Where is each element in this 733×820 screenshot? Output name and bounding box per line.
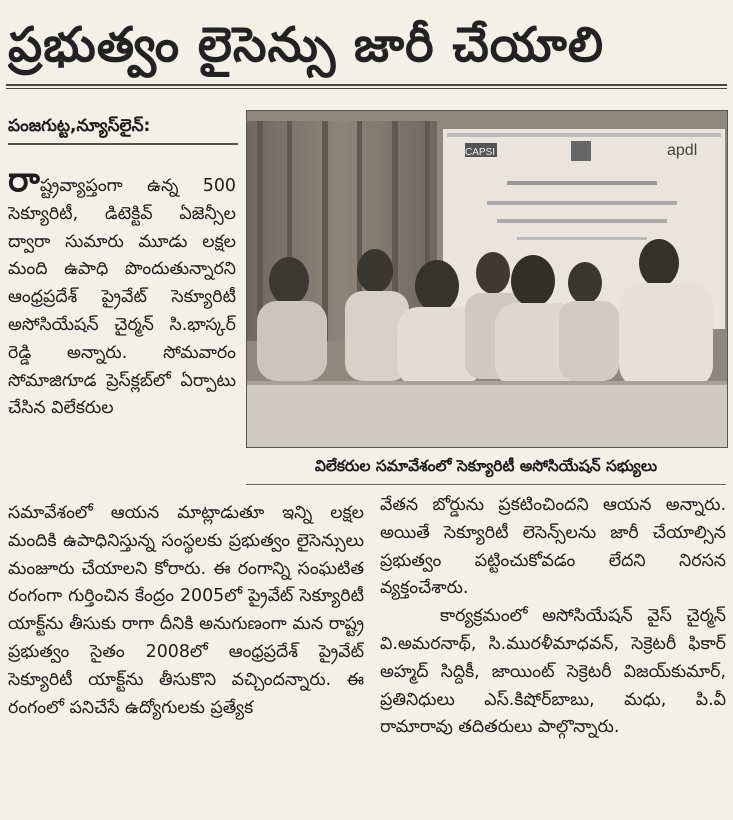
headline-rule-top: [6, 84, 727, 86]
headline-rule-bottom: [6, 88, 727, 89]
article-wide-text: సమావేశంలో ఆయన మాట్లాడుతూ ఇన్ని లక్షల మందికి ఉపాధినిస్తున్న సంస్థలకు ప్రభుత్వం లైసెన్సులు మంజూరు చేయాలని కోరారు. ఈ రంగాన్ని సంఘటిత రంగంగా గుర్తించిన కేంద్రం 2005లో ప్రైవేట్ సెక్యూరిటీ యాక్ట్‌ను తీసుకు రాగా దీనికి అనుగుణంగా మన రాష్ట్ర ప్రభుత్వం సైతం 2008లో ఆంధ్రప్రదేశ్ ప్రైవేట్ సెక్యూరిటీ యాక్ట్‌ను తీసుకొని వచ్చిందన్నారు. ఈ రంగంలో పనిచేసే ఉద్యోగులకు ప్రత్యేక: [8, 503, 364, 718]
article-left-column: [8, 166, 236, 506]
press-table: [247, 381, 727, 447]
photo-caption: విలేకరుల సమావేశంలో సెక్యూరిటీ అసోసియేషన్ సభ్యులు: [246, 448, 726, 485]
article-left-text: ష్ట్రవ్యాప్తంగా ఉన్న 500 సెక్యూరిటీ, డిటెక్టివ్ ఏజెన్సీల ద్వారా సుమారు మూడు లక్షల మంది ఉపాధి పొందుతున్నారని ఆంధ్రప్రదేశ్ ప్రైవేట్ సెక్యూరిటీ అసోసియేషన్ చైర్మన్ సి.భాస్కర్ రెడ్డి అన్నారు. సోమవారం సోమాజిగూడ ప్రెస్‌క్లబ్‌లో ఏర్పాటు చేసిన విలేకరుల: [8, 176, 236, 419]
headline: ప్రభుత్వం లైసెన్సు జారీ చేయాలి: [8, 17, 605, 73]
banner-logo-left: CAPSI: [465, 147, 496, 158]
byline: పంజగుట్ట,న్యూస్‌లైన్:: [8, 116, 238, 145]
news-photo: [246, 110, 728, 448]
article-right-text-1: వేతన బోర్డును ప్రకటించిందని ఆయన అన్నారు. అయితే సెక్యూరిటీ లెసెన్స్‌లను జారీ చేయాల్సిన ప్రభుత్వం పట్టించుకోవడం లేదని నిరసన వ్యక్తంచేశారు.: [380, 495, 726, 599]
banner-logo-right: apdl: [667, 142, 698, 159]
article-right-column: [380, 492, 726, 812]
press-meet-photo: [247, 111, 727, 447]
article-wide-column: [8, 500, 364, 812]
article-right-text-2: కార్యక్రమంలో అసోసియేషన్ వైస్ చైర్మన్ వి.అమరనాథ్, సి.మురళీమాధవన్, సెక్రెటరీ ఫికార్ అహ్మద్ సిద్దికీ, జాయింట్ సెక్రెటరీ విజయ్‌కుమార్, ప్రతినిధులు ఎస్.కిషోర్‌బాబు, మధు, పి.వీ రామారావు తదితరులు పాల్గొన్నారు.: [380, 606, 726, 738]
article-dropcap: రా: [8, 166, 40, 200]
